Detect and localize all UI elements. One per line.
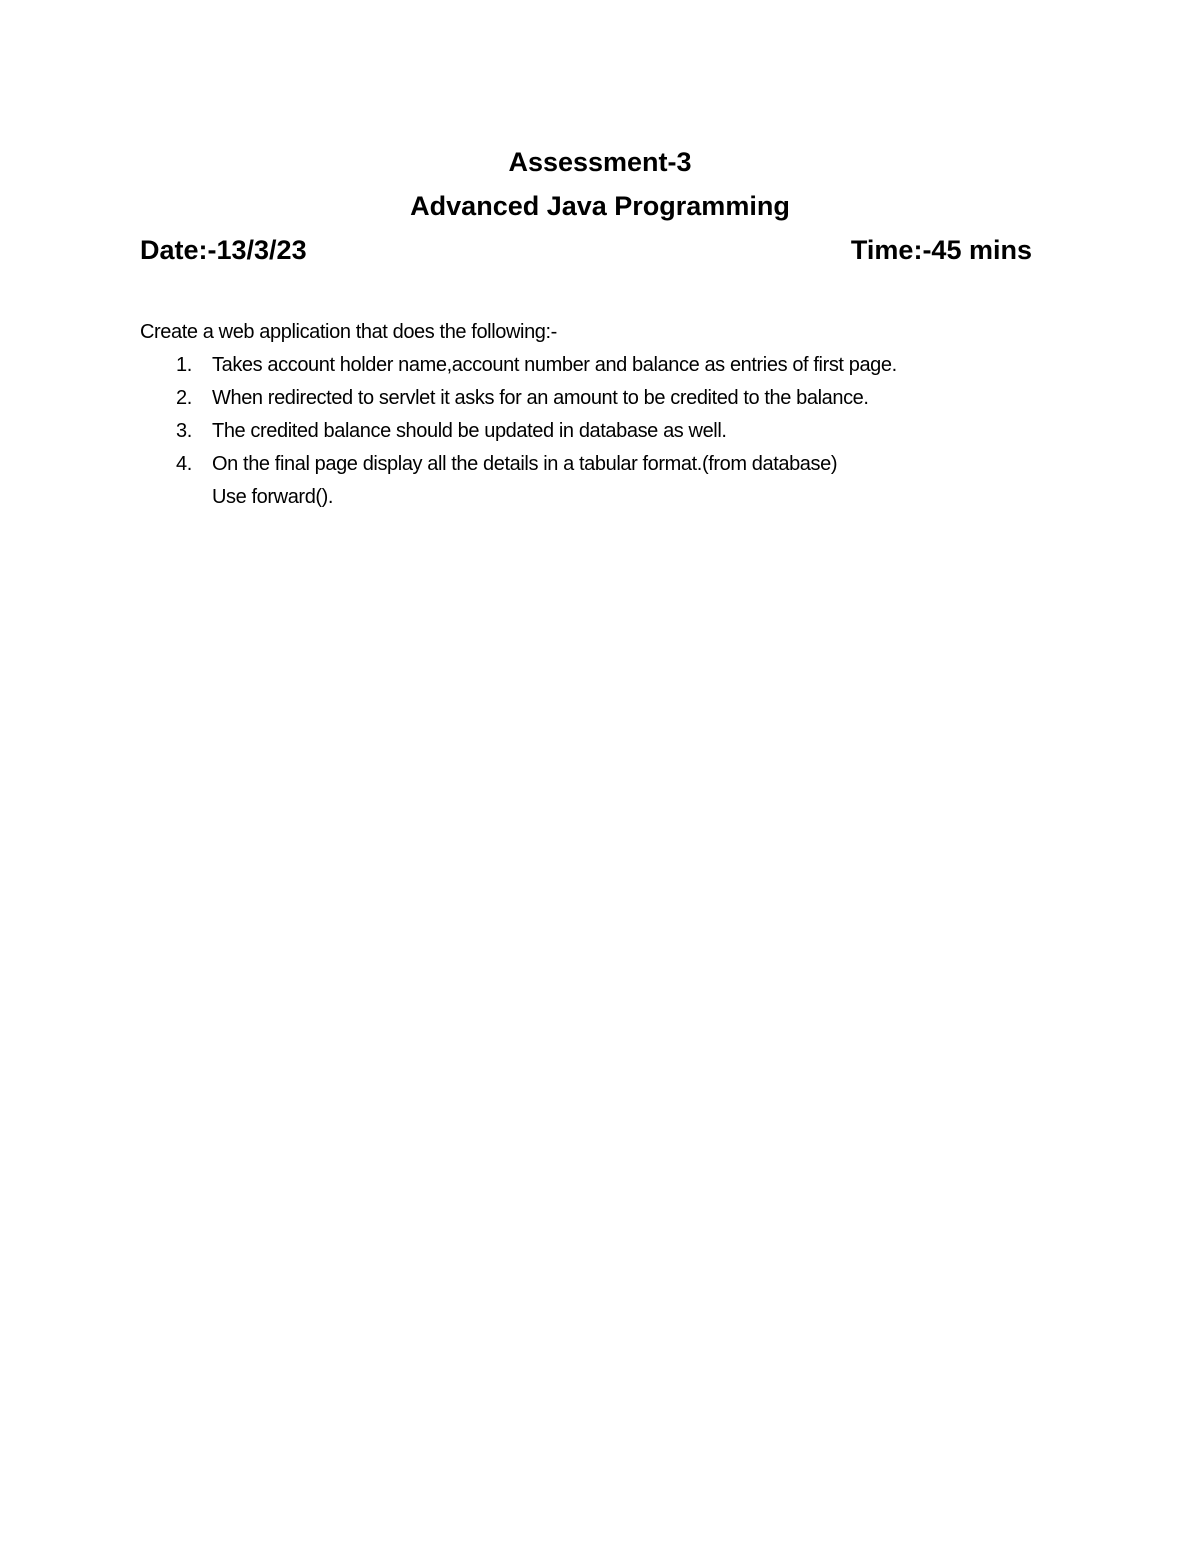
task-number: 3. [176,420,192,442]
task-list [140,351,1100,516]
task-text: On the final page display all the details in a tabular format.(from database) [212,453,838,475]
task-item [140,384,1100,412]
task-item [140,450,1100,511]
task-text: When redirected to servlet it asks for an amount to be credited to the balance. [212,387,869,409]
meta-row [140,233,1032,267]
exam-date: Date:-13/3/23 [140,235,307,265]
task-number: 4. [176,453,192,475]
exam-time: Time:-45 mins [850,235,1032,265]
task-number: 2. [176,387,192,409]
assessment-title: Assessment-3 [508,147,692,177]
task-text: Takes account holder name,account number and balance as entries of first page. [212,354,897,376]
course-title: Advanced Java Programming [410,191,790,221]
task-number: 1. [176,354,192,376]
task-text: The credited balance should be updated in database as well. [212,420,727,442]
task-item [140,417,1100,445]
instructions-intro: Create a web application that does the following:- [140,321,557,343]
task-continuation: Use forward(). [212,486,334,508]
task-item [140,351,1100,379]
